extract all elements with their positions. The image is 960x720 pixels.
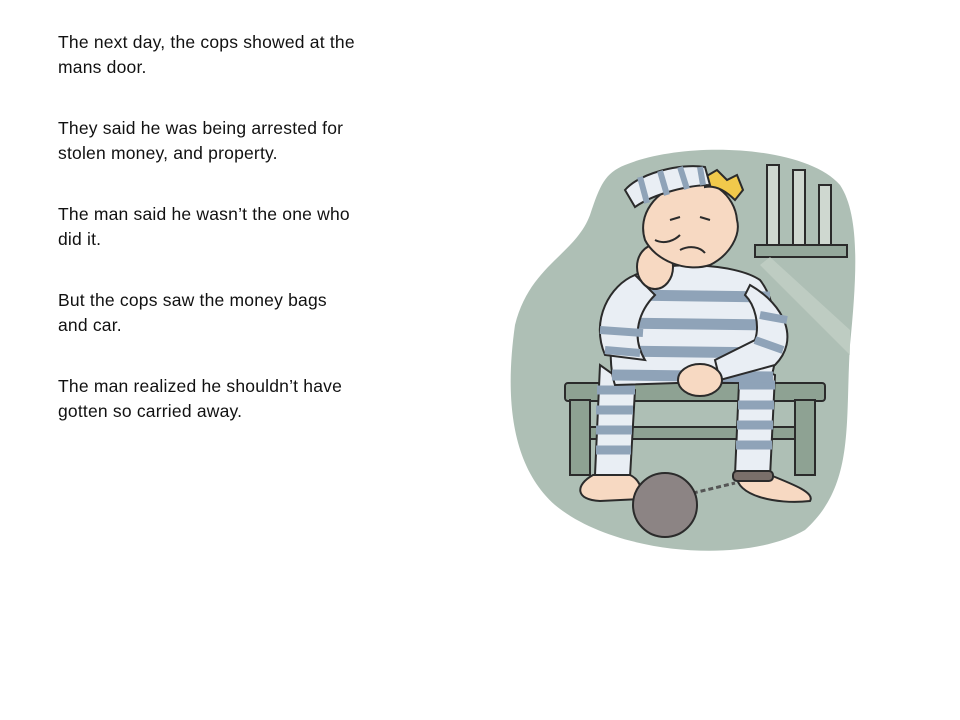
paragraph-4: But the cops saw the money bags and car.	[58, 290, 327, 335]
story-text	[58, 30, 358, 460]
prisoner-illustration-svg	[505, 145, 865, 555]
prisoner-illustration	[505, 145, 865, 555]
paragraph-2: They said he was being arrested for stolen money, and property.	[58, 118, 344, 163]
paragraph-5: The man realized he shouldn’t have gotten so carried away.	[58, 376, 343, 421]
paragraph-1: The next day, the cops showed at the mans door.	[58, 32, 355, 77]
paragraph-3: The man said he wasn’t the one who did it.	[58, 204, 350, 249]
